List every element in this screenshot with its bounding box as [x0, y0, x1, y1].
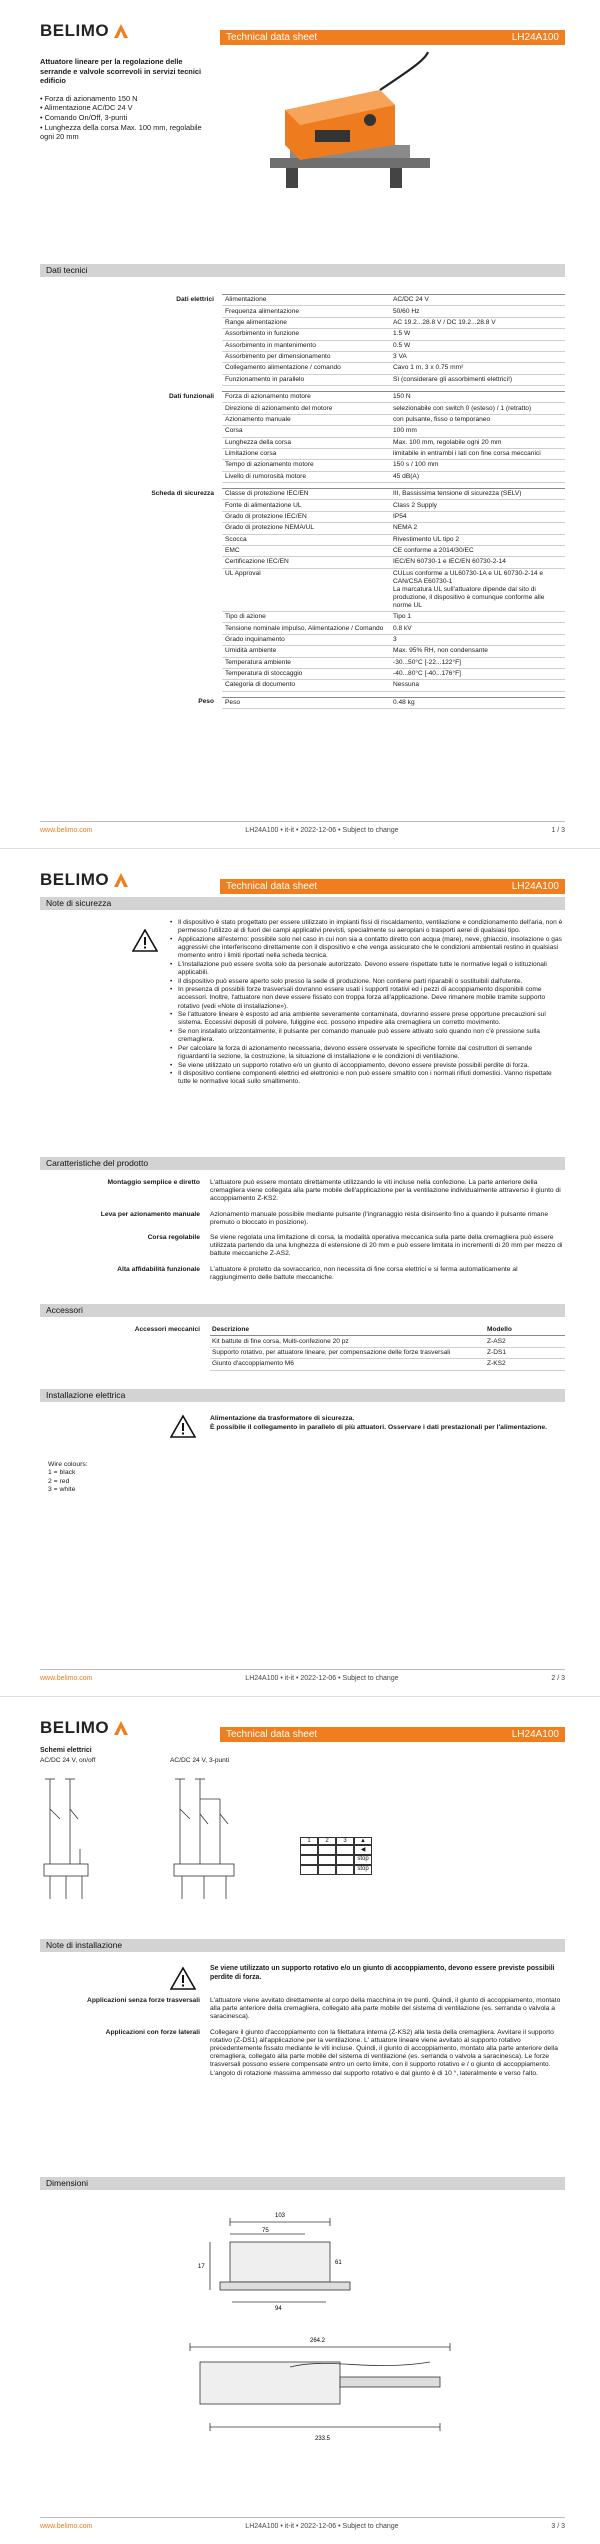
spec-key: Collegamento alimentazione / comando [222, 363, 390, 374]
belimo-logo-icon [112, 22, 130, 40]
page-3 [0, 1696, 600, 2544]
section-tech-data: Dati tecnici [40, 264, 565, 277]
electrical-line-1: Alimentazione da trasformatore di sicurezza. [210, 1415, 355, 1422]
spec-value: Class 2 Supply [390, 500, 565, 511]
spec-row [40, 500, 565, 511]
spec-value: Sì (considerare gli assorbimenti elettrici!) [390, 374, 565, 385]
footer-url[interactable]: www.belimo.com [40, 2523, 93, 2530]
state-icon-cell: ▲ [354, 1837, 372, 1845]
product-subtitle: Attuatore lineare per la regolazione delle serrande e valvole scorrevoli in servizi tecnici edificio [40, 57, 202, 86]
spec-row [40, 568, 565, 611]
spec-value: 1.5 W [390, 329, 565, 340]
spec-row [40, 340, 565, 351]
wire-3: 3 = white [48, 1486, 76, 1494]
spec-row [40, 317, 565, 328]
install-warning: Se viene utilizzato un supporto rotativo e/o un giunto di accoppiamento, devono essere previste possibili perdite di forza. [210, 1965, 555, 1981]
feature-row [40, 1211, 565, 1227]
spec-row [40, 403, 565, 414]
feature-row [40, 1179, 565, 1204]
spec-row [40, 329, 565, 340]
spec-row [40, 557, 565, 568]
actuator-product-image [260, 50, 430, 210]
page-number: 2 / 3 [551, 1675, 565, 1682]
spec-value: 0.8 kV [390, 623, 565, 634]
spec-value: 45 dB(A) [390, 471, 565, 482]
spec-key: Grado di protezione NEMA/UL [222, 523, 390, 534]
belimo-logo: BELIMO [40, 1717, 130, 1739]
spec-value: AC 19.2...28.8 V / DC 19.2...28.8 V [390, 317, 565, 328]
belimo-logo: BELIMO [40, 20, 130, 42]
spec-row [40, 448, 565, 459]
electrical-line-2: È possibile il collegamento in parallelo di più attuatori. Osservare i dati prestazionali per l'alimentazione. [210, 1423, 548, 1431]
section-install-notes: Note di installazione [40, 1939, 565, 1952]
install-row: Applicazioni senza forze trasversali L'attuatore viene avvitato direttamente al corpo della macchina in tre punti. Quindi, il giunto di accoppiamento, montato alla parte anteriore della cremagliera, collegato alla parte mobile del sistema di ventilazione (es. serranda o valvola a saracinesca). [87, 1997, 561, 2021]
spec-value: CE conforme a 2014/30/EC [390, 545, 565, 556]
wiring-diagram-onoff [40, 1769, 150, 1919]
spec-group-name: Scheda di sicurezza [151, 489, 214, 497]
accessories-label: Accessori meccanici [134, 1326, 200, 1333]
safety-note: • L'installazione può essere svolta solo da personale autorizzato. Devono essere rispettate tutte le normative legali o istituzionali applicabili. [170, 961, 565, 977]
accessory-row [210, 1359, 565, 1370]
spec-row [40, 295, 565, 306]
spec-key: Funzionamento in parallelo [222, 374, 390, 385]
spec-value: -30...50°C [-22...122°F] [390, 657, 565, 668]
spec-key: Direzione di azionamento del motore [222, 403, 390, 414]
spec-row [40, 471, 565, 482]
feature-label: Alta affidabilità funzionale [117, 1265, 200, 1273]
spec-key: Alimentazione [222, 295, 390, 306]
spec-row [40, 392, 565, 403]
dim-103: 103 [275, 2213, 286, 2219]
col-model: Modello [485, 1325, 565, 1336]
safety-note: • Il dispositivo può essere aperto solo presso la sede di produzione. Non contiene parti riparabili o sostituibili dall'utente. [170, 978, 565, 986]
safety-note: • In presenza di possibili forze trasversali dovranno essere usati i supporti rotativi ed i pezzi di accoppiamento disponibili come accessori. Inoltre, l'attuatore non deve essere fissato con troppa forza all'applicazione. Deve rimanere mobile tramite supporto rotativo (vedi «Note di installazione»). [170, 986, 565, 1011]
spec-row [40, 657, 565, 668]
belimo-logo: BELIMO [40, 869, 130, 891]
spec-row [40, 646, 565, 657]
spec-key: Fonte di alimentazione UL [222, 500, 390, 511]
safety-note: • Il dispositivo è stato progettato per essere utilizzato in impianti fissi di riscaldamento, ventilazione e condizionamento dell'aria, non è permesso l'utilizzo al di fuori dei campi applicativi previsti, specialmente su aeroplani o trasporti aerei di qualsiasi tipo. [170, 919, 565, 935]
electrical-warning [210, 1415, 560, 1432]
safety-note: • Il dispositivo contiene componenti elettrici ed elettronici e non può essere smaltito con i normali rifiuti domestici. Vanno rispettate tutte le normative locali sullo smaltimento. [170, 1070, 565, 1086]
spec-value: Tipo 1 [390, 612, 565, 623]
spec-value: CULus conforme a UL60730-1A e UL 60730-2-14 e CAN/CSA E60730-1 La marcatura UL sull'attuatore dipende dal sito di produzione, il dispositivo è comunque conforme alle norme UL [390, 568, 565, 611]
footer [40, 1675, 565, 1682]
spec-row [40, 534, 565, 545]
spec-value: 3 [390, 634, 565, 645]
spec-key: Grado inquinamento [222, 634, 390, 645]
feature-label: Corsa regolabile [147, 1234, 200, 1242]
page-2 [0, 848, 600, 1696]
spec-row [40, 426, 565, 437]
feature-text: Se viene regolata una limitazione di corsa, la modalità operativa meccanica sulla parte della cremagliera può essere utilizzata partendo da una lunghezza di estensione di 20 mm e può essere limitata in incrementi di 20 mm per mezzo di battute meccaniche Z-AS2. [210, 1234, 563, 1258]
spec-key: Frequenza alimentazione [222, 306, 390, 317]
feature-label: Leva per azionamento manuale [100, 1210, 200, 1218]
safety-note: • Se l'attuatore lineare è esposto ad aria ambiente severamente contaminata, dovranno essere prese opportune precauzioni sul sistema. Eccessivi depositi di polvere, fuliggine ecc. possono impedire alla cremagliera un corretto movimento. [170, 1011, 565, 1027]
spec-row [40, 437, 565, 448]
spec-row [40, 414, 565, 425]
warning-icon [132, 929, 158, 952]
spec-key: Limitazione corsa [222, 448, 390, 459]
col-2: 2 [318, 1837, 336, 1845]
accessory-model: Z-AS2 [485, 1336, 565, 1347]
spec-value: Cavo 1 m, 3 x 0.75 mm² [390, 363, 565, 374]
spec-value: con pulsante, fisso o temporaneo [390, 414, 565, 425]
safety-note: • Se non installato orizzontalmente, il pulsante per comando manuale può essere attivato solo quando non c'è pressione sulla cremagliera. [170, 1028, 565, 1044]
belimo-logo-icon [112, 871, 130, 889]
accessory-row [210, 1336, 565, 1347]
product-intro [40, 57, 215, 142]
feature-row [40, 1234, 565, 1259]
wiring-right-label: AC/DC 24 V, 3-punti [170, 1757, 230, 1764]
dim-61: 61 [335, 2260, 342, 2266]
spec-value: selezionabile con switch 0 (esteso) / 1 (retratto) [390, 403, 565, 414]
spec-value: IEC/EN 60730-1 e IEC/EN 60730-2-14 [390, 557, 565, 568]
footer [40, 2523, 565, 2530]
wiring-left-label: AC/DC 24 V, on/off [40, 1757, 96, 1764]
footer-divider [40, 1669, 565, 1670]
spec-value: -40...80°C [-40...176°F] [390, 668, 565, 679]
banner-title: Technical data sheet [226, 881, 318, 892]
header-banner [220, 30, 565, 45]
wire-title: Wire colours: [48, 1461, 88, 1468]
dim-75: 75 [262, 2228, 269, 2234]
spec-row [40, 680, 565, 691]
spec-row [40, 351, 565, 362]
header-banner [220, 879, 565, 894]
feature-label: Montaggio semplice e diretto [107, 1179, 200, 1186]
spec-key: Assorbimento in funzione [222, 329, 390, 340]
spec-row [40, 634, 565, 645]
banner-model: LH24A100 [511, 881, 559, 892]
spec-value: NEMA 2 [390, 523, 565, 534]
accessory-model: Z-DS1 [485, 1347, 565, 1358]
spec-key: Temperatura ambiente [222, 657, 390, 668]
accessory-model: Z-KS2 [485, 1359, 565, 1370]
banner-title: Technical data sheet [226, 32, 318, 43]
spec-key: Range alimentazione [222, 317, 390, 328]
spec-value: IP54 [390, 511, 565, 522]
page-number: 1 / 3 [551, 827, 565, 834]
spec-value: 3 VA [390, 351, 565, 362]
spec-row [40, 612, 565, 623]
spec-key: Tempo di azionamento motore [222, 460, 390, 471]
banner-title: Technical data sheet [226, 1729, 318, 1740]
spec-key: Assorbimento in mantenimento [222, 340, 390, 351]
wire-colours [48, 1461, 88, 1495]
header-banner [220, 1727, 565, 1742]
footer-url[interactable]: www.belimo.com [40, 827, 93, 834]
spec-value: 0.5 W [390, 340, 565, 351]
accessory-description: Kit battute di fine corsa, Multi-confezione 20 pz [210, 1336, 485, 1347]
spec-row [40, 545, 565, 556]
footer-url[interactable]: www.belimo.com [40, 1675, 93, 1682]
install-row: Applicazioni con forze laterali Collegare il giunto d'accoppiamento con la filettatura interna (Z-KS2) alla testa della cremagliera. Avvitare il supporto rotativo (Z-DS1) all'applicazione per la ventilazione. L' attuatore lineare viene avvitato al supporto rotativo precedentemente fissato mediante le viti incluse. Quindi, il giunto di accoppiamento, montato alla parte anteriore della cremagliera, collegato alla parte mobile del sistema di ventilazione (es. serranda o valvola a saracinesca). Le forze trasversali possono essere compensate entro un certo limite, con il supporto rotativo e / o giunto di accoppiamento. L'angolo di rotazione massima ammesso dal supporto rotativo e dal giunto è di 10 °, lateralmente e verso l'alto. [105, 2028, 558, 2077]
spec-value: Nessuna [390, 680, 565, 691]
feature-text: L'attuatore è protetto da sovraccarico, non necessita di fine corsa elettrici e si ferma automaticamente al raggiungimento delle battute meccaniche. [210, 1265, 518, 1281]
spec-key: Tipo di azione [222, 612, 390, 623]
wire-1: 1 = black [48, 1469, 76, 1477]
spec-key: Classe di protezione IEC/EN [222, 489, 390, 500]
spec-row [40, 363, 565, 374]
wiring-diagram-3point [170, 1769, 290, 1919]
safety-note: • Se viene utilizzato un supporto rotativo e/o un giunto di accoppiamento, devono essere previste possibili perdite di forza. [170, 1062, 565, 1070]
page-1 [0, 0, 600, 848]
spec-value: 0.48 kg [390, 697, 565, 708]
spec-value: 150 s / 100 mm [390, 460, 565, 471]
spec-key: EMC [222, 545, 390, 556]
section-electrical: Installazione elettrica [40, 1389, 565, 1402]
belimo-logo-icon [112, 1719, 130, 1737]
footer-divider [40, 821, 565, 822]
spec-key: Peso [222, 697, 390, 708]
footer-doc-info: LH24A100 • it-it • 2022-12-06 • Subject to change [245, 1675, 399, 1682]
feature-text: Azionamento manuale possibile mediante pulsante (l'ingranaggio resta disinserito fino a quando il pulsante rimane premuto o bloccato in posizione). [210, 1210, 549, 1226]
safety-notes [170, 919, 565, 1087]
spec-group-name: Peso [198, 698, 214, 706]
stop-label: stop [354, 1855, 372, 1865]
footer-doc-info: LH24A100 • it-it • 2022-12-06 • Subject to change [245, 827, 399, 834]
spec-key: Livello di rumorosità motore [222, 471, 390, 482]
spec-value: Max. 95% RH, non condensante [390, 646, 565, 657]
spec-key: Tensione nominale impulso, Alimentazione / Comando [222, 623, 390, 634]
spec-value: Rivestimento UL tipo 2 [390, 534, 565, 545]
spec-row [40, 306, 565, 317]
section-dimensions: Dimensioni [40, 2177, 565, 2190]
spec-row [40, 511, 565, 522]
spec-row [40, 460, 565, 471]
accessory-description: Giunto d'accoppiamento M6 [210, 1359, 485, 1370]
warning-icon [170, 1967, 196, 1990]
spec-value: 50/60 Hz [390, 306, 565, 317]
bullet: • Alimentazione AC/DC 24 V [40, 103, 215, 113]
dim-17: 17 [198, 2264, 205, 2270]
spec-value: 100 mm [390, 426, 565, 437]
footer-doc-info: LH24A100 • it-it • 2022-12-06 • Subject to change [245, 2523, 399, 2530]
bullet: • Lunghezza della corsa Max. 100 mm, regolabile ogni 20 mm [40, 123, 215, 142]
spec-value: AC/DC 24 V [390, 295, 565, 306]
accessories-table [210, 1325, 565, 1371]
feature-row [40, 1266, 565, 1282]
install-notes [40, 1997, 565, 2085]
banner-model: LH24A100 [511, 1729, 559, 1740]
page-number: 3 / 3 [551, 2523, 565, 2530]
spec-row [40, 374, 565, 385]
warning-icon [170, 1415, 196, 1438]
safety-note: • Per calcolare la forza di azionamento necessaria, devono essere osservate le specifiche fornite dai costruttori di serrande riguardanti la sezione, la costruzione, la situazione di installazione e le condizioni di ventilazione. [170, 1045, 565, 1061]
section-accessories: Accessori [40, 1304, 565, 1317]
bullet: • Forza di azionamento 150 N [40, 94, 215, 104]
col-3: 3 [336, 1837, 354, 1845]
footer-divider [40, 2517, 565, 2518]
spec-key: Temperatura di stoccaggio [222, 668, 390, 679]
accessory-description: Supporto rotativo, per attuatore lineare, per compensazione delle forze trasversali [210, 1347, 485, 1358]
section-safety: Note di sicurezza [40, 897, 565, 910]
dim-94: 94 [275, 2306, 282, 2312]
dim-233: 233.5 [315, 2436, 331, 2442]
spec-row [40, 523, 565, 534]
spec-key: Corsa [222, 426, 390, 437]
spec-key: Certificazione IEC/EN [222, 557, 390, 568]
spec-row [40, 623, 565, 634]
wire-2: 2 = red [48, 1477, 70, 1485]
spec-value: III, Bassissima tensione di sicurezza (SELV) [390, 489, 565, 500]
dim-264: 264.2 [310, 2338, 326, 2344]
feature-bullets [40, 94, 215, 142]
spec-group-name: Dati elettrici [176, 295, 214, 303]
spec-value: 150 N [390, 392, 565, 403]
spec-key: Forza di azionamento motore [222, 392, 390, 403]
banner-model: LH24A100 [511, 32, 559, 43]
spec-key: Azionamento manuale [222, 414, 390, 425]
tech-data-table [40, 294, 565, 709]
spec-key: Assorbimento per dimensionamento [222, 351, 390, 362]
spec-key: Grado di protezione IEC/EN [222, 511, 390, 522]
product-features [40, 1179, 565, 1289]
spec-value: Max. 100 mm, regolabile ogni 20 mm [390, 437, 565, 448]
spec-key: Categoria di documento [222, 680, 390, 691]
spec-value: limitabile in entrambi i lati con fine corsa meccanici [390, 448, 565, 459]
spec-row [40, 489, 565, 500]
wiring-title: Schemi elettrici [40, 1747, 92, 1754]
spec-row [40, 668, 565, 679]
footer [40, 827, 565, 834]
safety-note: • Applicazione all'esterno: possibile solo nel caso in cui non sia a contatto diretto con acqua (mare), neve, ghiaccio, insolazione o gas aggressivi che interferiscono direttamente con il dispositivo e che venga assicurato che le condizioni ambientali restino in qualsiasi momento entro i limiti riportati nella scheda tecnica. [170, 936, 565, 961]
switch-state-table: 1 2 3 ▲ ◀ stop stop [300, 1837, 372, 1875]
col-description: Descrizione [210, 1325, 485, 1336]
bullet: • Comando On/Off, 3-punti [40, 113, 215, 123]
dimension-drawing [170, 2202, 470, 2482]
spec-key: Lunghezza della corsa [222, 437, 390, 448]
section-features: Caratteristiche del prodotto [40, 1157, 565, 1170]
spec-key: UL Approval [222, 568, 390, 611]
spec-key: Scocca [222, 534, 390, 545]
feature-text: L'attuatore può essere montato direttamente utilizzando le viti incluse nella confezione. La parte anteriore della cremagliera viene collegata alla parte mobile dell'applicazione per la ventilazione individualmente attraverso il giunto di accoppiamento Z-KS2. [210, 1179, 561, 1203]
accessory-row [210, 1347, 565, 1358]
col-1: 1 [300, 1837, 318, 1845]
spec-key: Umidità ambiente [222, 646, 390, 657]
stop-label: stop [354, 1865, 372, 1875]
spec-row [40, 697, 565, 708]
spec-group-name: Dati funzionali [168, 392, 214, 400]
